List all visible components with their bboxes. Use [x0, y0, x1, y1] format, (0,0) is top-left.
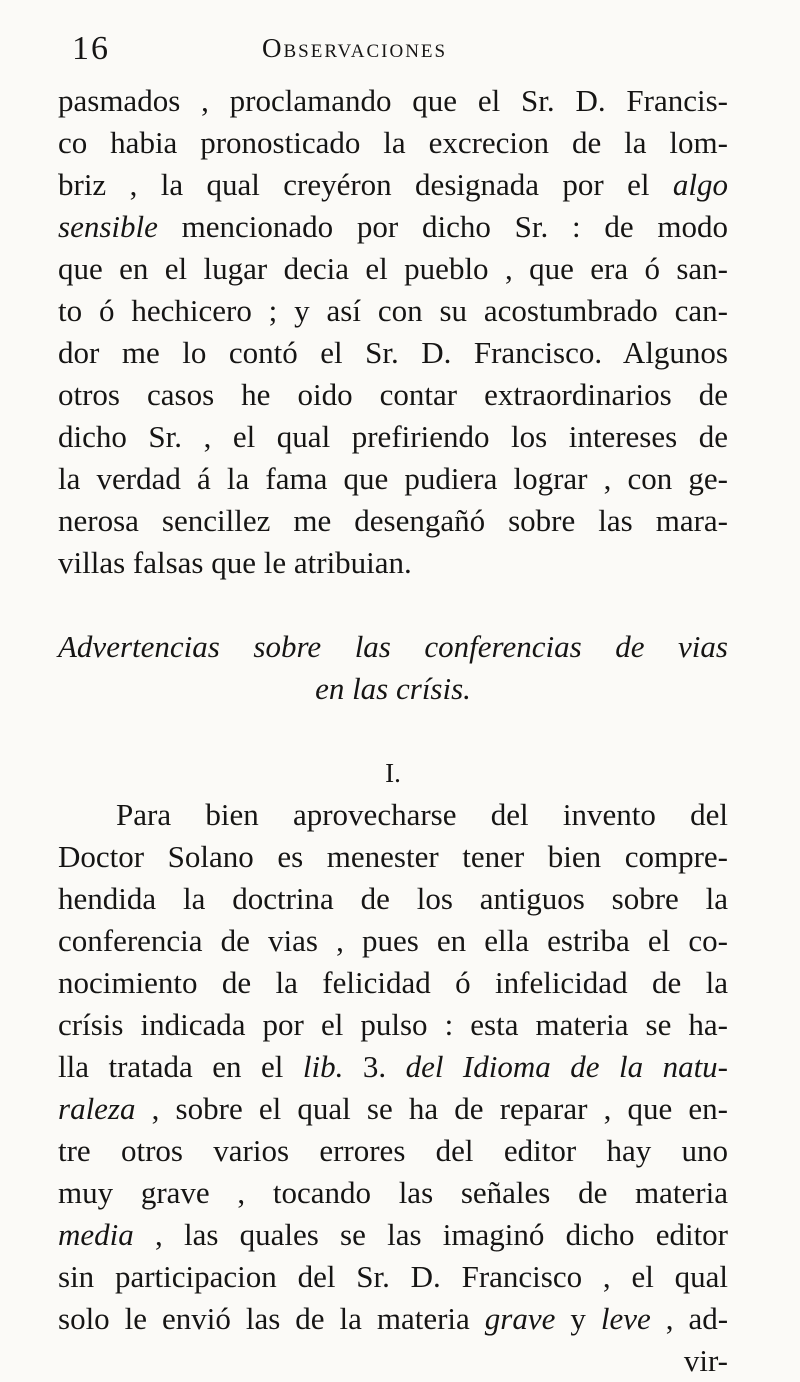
text-line: villas falsas que le atribuian.	[58, 545, 412, 580]
text-line: sin participacion del Sr. D. Francisco , el qual	[58, 1259, 728, 1294]
text-line	[58, 1088, 728, 1130]
text-line	[58, 1298, 728, 1340]
text-line	[58, 1214, 728, 1256]
text-line: muy grave , tocando las señales de materia	[58, 1175, 728, 1210]
italic-term: algo	[672, 167, 728, 202]
running-title: Observaciones	[262, 33, 448, 63]
italic-term: grave	[484, 1301, 556, 1336]
text-line	[58, 164, 728, 206]
italic-term: sensible	[58, 209, 158, 244]
section-heading-line: Advertencias sobre las conferencias de vias	[58, 629, 728, 664]
text-span: , las quales se las imaginó dicho editor	[155, 1217, 729, 1252]
italic-term: raleza	[58, 1091, 136, 1126]
section-heading-line: en las crísis.	[315, 671, 471, 706]
text-line: hendida la doctrina de los antiguos sobre la	[58, 881, 728, 916]
italic-term: lib.	[302, 1049, 344, 1084]
text-line: nocimiento de la felicidad ó infelicidad de la	[58, 965, 728, 1000]
text-line: dicho Sr. , el qual prefiriendo los intereses de	[58, 419, 728, 454]
text-line: dor me lo contó el Sr. D. Francisco. Algunos	[58, 335, 728, 370]
text-line: conferencia de vias , pues en ella estriba el co-	[58, 923, 728, 958]
spacer	[58, 584, 728, 626]
text-line: tre otros varios errores del editor hay uno	[58, 1133, 728, 1168]
catchword: vir-	[683, 1343, 728, 1378]
text-span: 3.	[362, 1049, 387, 1084]
italic-term: del Idioma de la natu-	[405, 1049, 729, 1084]
text-span: , ad-	[665, 1301, 729, 1336]
text-line: pasmados , proclamando que el Sr. D. Francis-	[58, 83, 728, 118]
text-line: otros casos he oido contar extraordinarios de	[58, 377, 728, 412]
text-span: solo le envió las de la materia	[58, 1301, 470, 1336]
italic-term: leve	[600, 1301, 651, 1336]
text-line: nerosa sencillez me desengañó sobre las mara-	[58, 503, 728, 538]
spacer	[58, 710, 728, 752]
page-header	[72, 30, 712, 74]
text-span: lla tratada en el	[58, 1049, 284, 1084]
text-line: que en el lugar decia el pueblo , que era ó san-	[58, 251, 728, 286]
text-line: crísis indicada por el pulso : esta materia se ha-	[58, 1007, 728, 1042]
page-number: 16	[72, 30, 110, 67]
section-number: I.	[385, 758, 401, 788]
text-line: Para bien aprovecharse del invento del	[116, 797, 728, 832]
text-span: y	[570, 1301, 586, 1336]
text-line: la verdad á la fama que pudiera lograr , con ge-	[58, 461, 728, 496]
text-line	[58, 1046, 728, 1088]
text-span: , sobre el qual se ha de reparar , que en-	[151, 1091, 728, 1126]
text-line	[58, 206, 728, 248]
body-text	[58, 80, 728, 1382]
text-span: briz , la qual creyéron designada por el	[58, 167, 650, 202]
text-span: mencionado por dicho Sr. : de modo	[181, 209, 728, 244]
italic-term: media	[58, 1217, 134, 1252]
text-line: co habia pronosticado la excrecion de la lom-	[58, 125, 728, 160]
text-line: to ó hechicero ; y así con su acostumbrado can-	[58, 293, 728, 328]
text-line: Doctor Solano es menester tener bien compre-	[58, 839, 728, 874]
